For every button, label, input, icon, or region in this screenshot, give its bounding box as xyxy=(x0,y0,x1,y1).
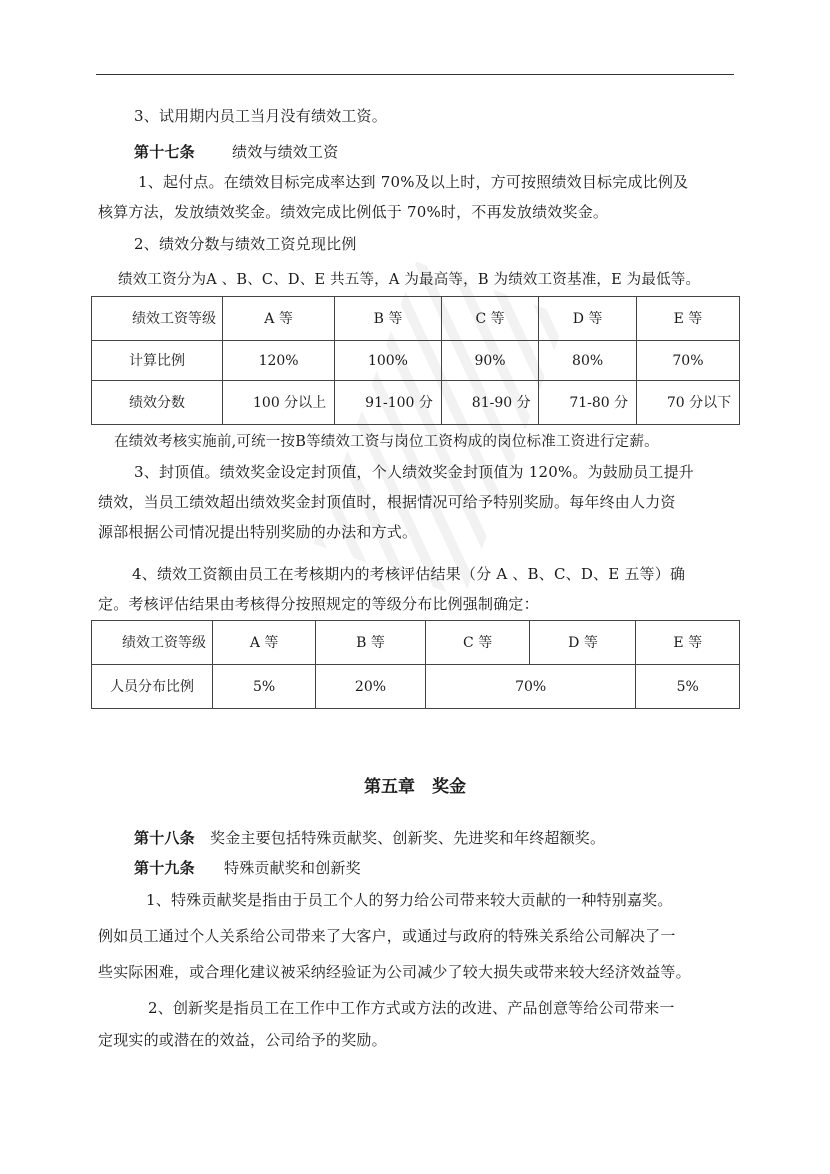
cell: A 等 xyxy=(223,297,335,341)
cell: 计算比例 xyxy=(92,341,223,381)
article-18-text: 奖金主要包括特殊贡献奖、创新奖、先进奖和年终超额奖。 xyxy=(210,829,606,847)
cell: 80% xyxy=(539,341,637,381)
cell: A 等 xyxy=(213,621,316,665)
cell: 100 分以上 xyxy=(223,381,335,425)
cell: 5% xyxy=(213,665,316,709)
paragraph: 在绩效考核实施前,可统一按B等绩效工资与岗位工资构成的岗位标准工资进行定薪。 xyxy=(114,434,659,450)
cell: E 等 xyxy=(636,621,740,665)
cell: C 等 xyxy=(425,621,530,665)
paragraph: 些实际困难，或合理化建议被采纳经验证为公司减少了较大损失或带来较大经济效益等。 xyxy=(98,963,691,981)
cell: 人员分布比例 xyxy=(92,665,213,709)
paragraph: 绩效，当员工绩效超出绩效奖金封顶值时，根据情况可给予特别奖励。每年终由人力资 xyxy=(98,493,676,511)
grade-ratio-table xyxy=(91,296,740,425)
cell: 120% xyxy=(223,341,335,381)
paragraph: 3、封顶值。绩效奖金设定封顶值，个人绩效奖金封顶值为 120%。为鼓励员工提升 xyxy=(134,463,694,481)
cell: B 等 xyxy=(335,297,442,341)
cell: E 等 xyxy=(636,297,739,341)
cell: C 等 xyxy=(441,297,539,341)
cell: 70% xyxy=(636,341,739,381)
distribution-table xyxy=(91,620,740,709)
paragraph: 2、创新奖是指员工在工作中工作方式或方法的改进、产品创意等给公司带来一 xyxy=(148,999,675,1017)
chapter-heading: 第五章 奖金 xyxy=(364,777,466,797)
cell: 100% xyxy=(335,341,442,381)
header-rule xyxy=(96,74,734,75)
cell: 91-100 分 xyxy=(335,381,442,425)
cell: 70 分以下 xyxy=(636,381,739,425)
paragraph: 4、绩效工资额由员工在考核期内的考核评估结果（分 A 、B、C、D、E 五等）确 xyxy=(132,565,686,583)
cell: 20% xyxy=(316,665,426,709)
cell: 70% xyxy=(425,665,636,709)
article-19-title: 特殊贡献奖和创新奖 xyxy=(224,859,361,877)
cell: 绩效工资等级 xyxy=(92,297,223,341)
article-17-label: 第十七条 xyxy=(134,143,195,161)
paragraph: 定现实的或潜在的效益，公司给予的奖励。 xyxy=(98,1031,387,1049)
paragraph: 绩效工资分为A 、B、C、D、E 共五等，A 为最高等，B 为绩效工资基准，E 为最低等。 xyxy=(118,272,701,288)
paragraph: 3、试用期内员工当月没有绩效工资。 xyxy=(134,107,387,125)
paragraph: 定。考核评估结果由考核得分按照规定的等级分布比例强制确定： xyxy=(98,595,539,613)
cell: D 等 xyxy=(530,621,636,665)
cell: 81-90 分 xyxy=(441,381,539,425)
cell: 71-80 分 xyxy=(539,381,637,425)
article-19-label: 第十九条 xyxy=(134,859,195,877)
paragraph: 例如员工通过个人关系给公司带来了大客户，或通过与政府的特殊关系给公司解决了一 xyxy=(98,927,676,945)
cell: D 等 xyxy=(539,297,637,341)
cell: 90% xyxy=(441,341,539,381)
paragraph: 2、绩效分数与绩效工资兑现比例 xyxy=(134,235,357,253)
paragraph: 1、起付点。在绩效目标完成率达到 70%及以上时，方可按照绩效目标完成比例及 xyxy=(138,173,689,191)
paragraph: 核算方法，发放绩效奖金。绩效完成比例低于 70%时，不再发放绩效奖金。 xyxy=(98,203,609,221)
cell: 绩效分数 xyxy=(92,381,223,425)
paragraph: 源部根据公司情况提出特别奖励的办法和方式。 xyxy=(98,523,418,541)
paragraph: 1、特殊贡献奖是指由于员工个人的努力给公司带来较大贡献的一种特别嘉奖。 xyxy=(146,891,673,909)
cell: B 等 xyxy=(316,621,426,665)
cell: 绩效工资等级 xyxy=(92,621,213,665)
article-17-title: 绩效与绩效工资 xyxy=(232,143,339,161)
article-18-label: 第十八条 xyxy=(134,829,195,847)
cell: 5% xyxy=(636,665,740,709)
